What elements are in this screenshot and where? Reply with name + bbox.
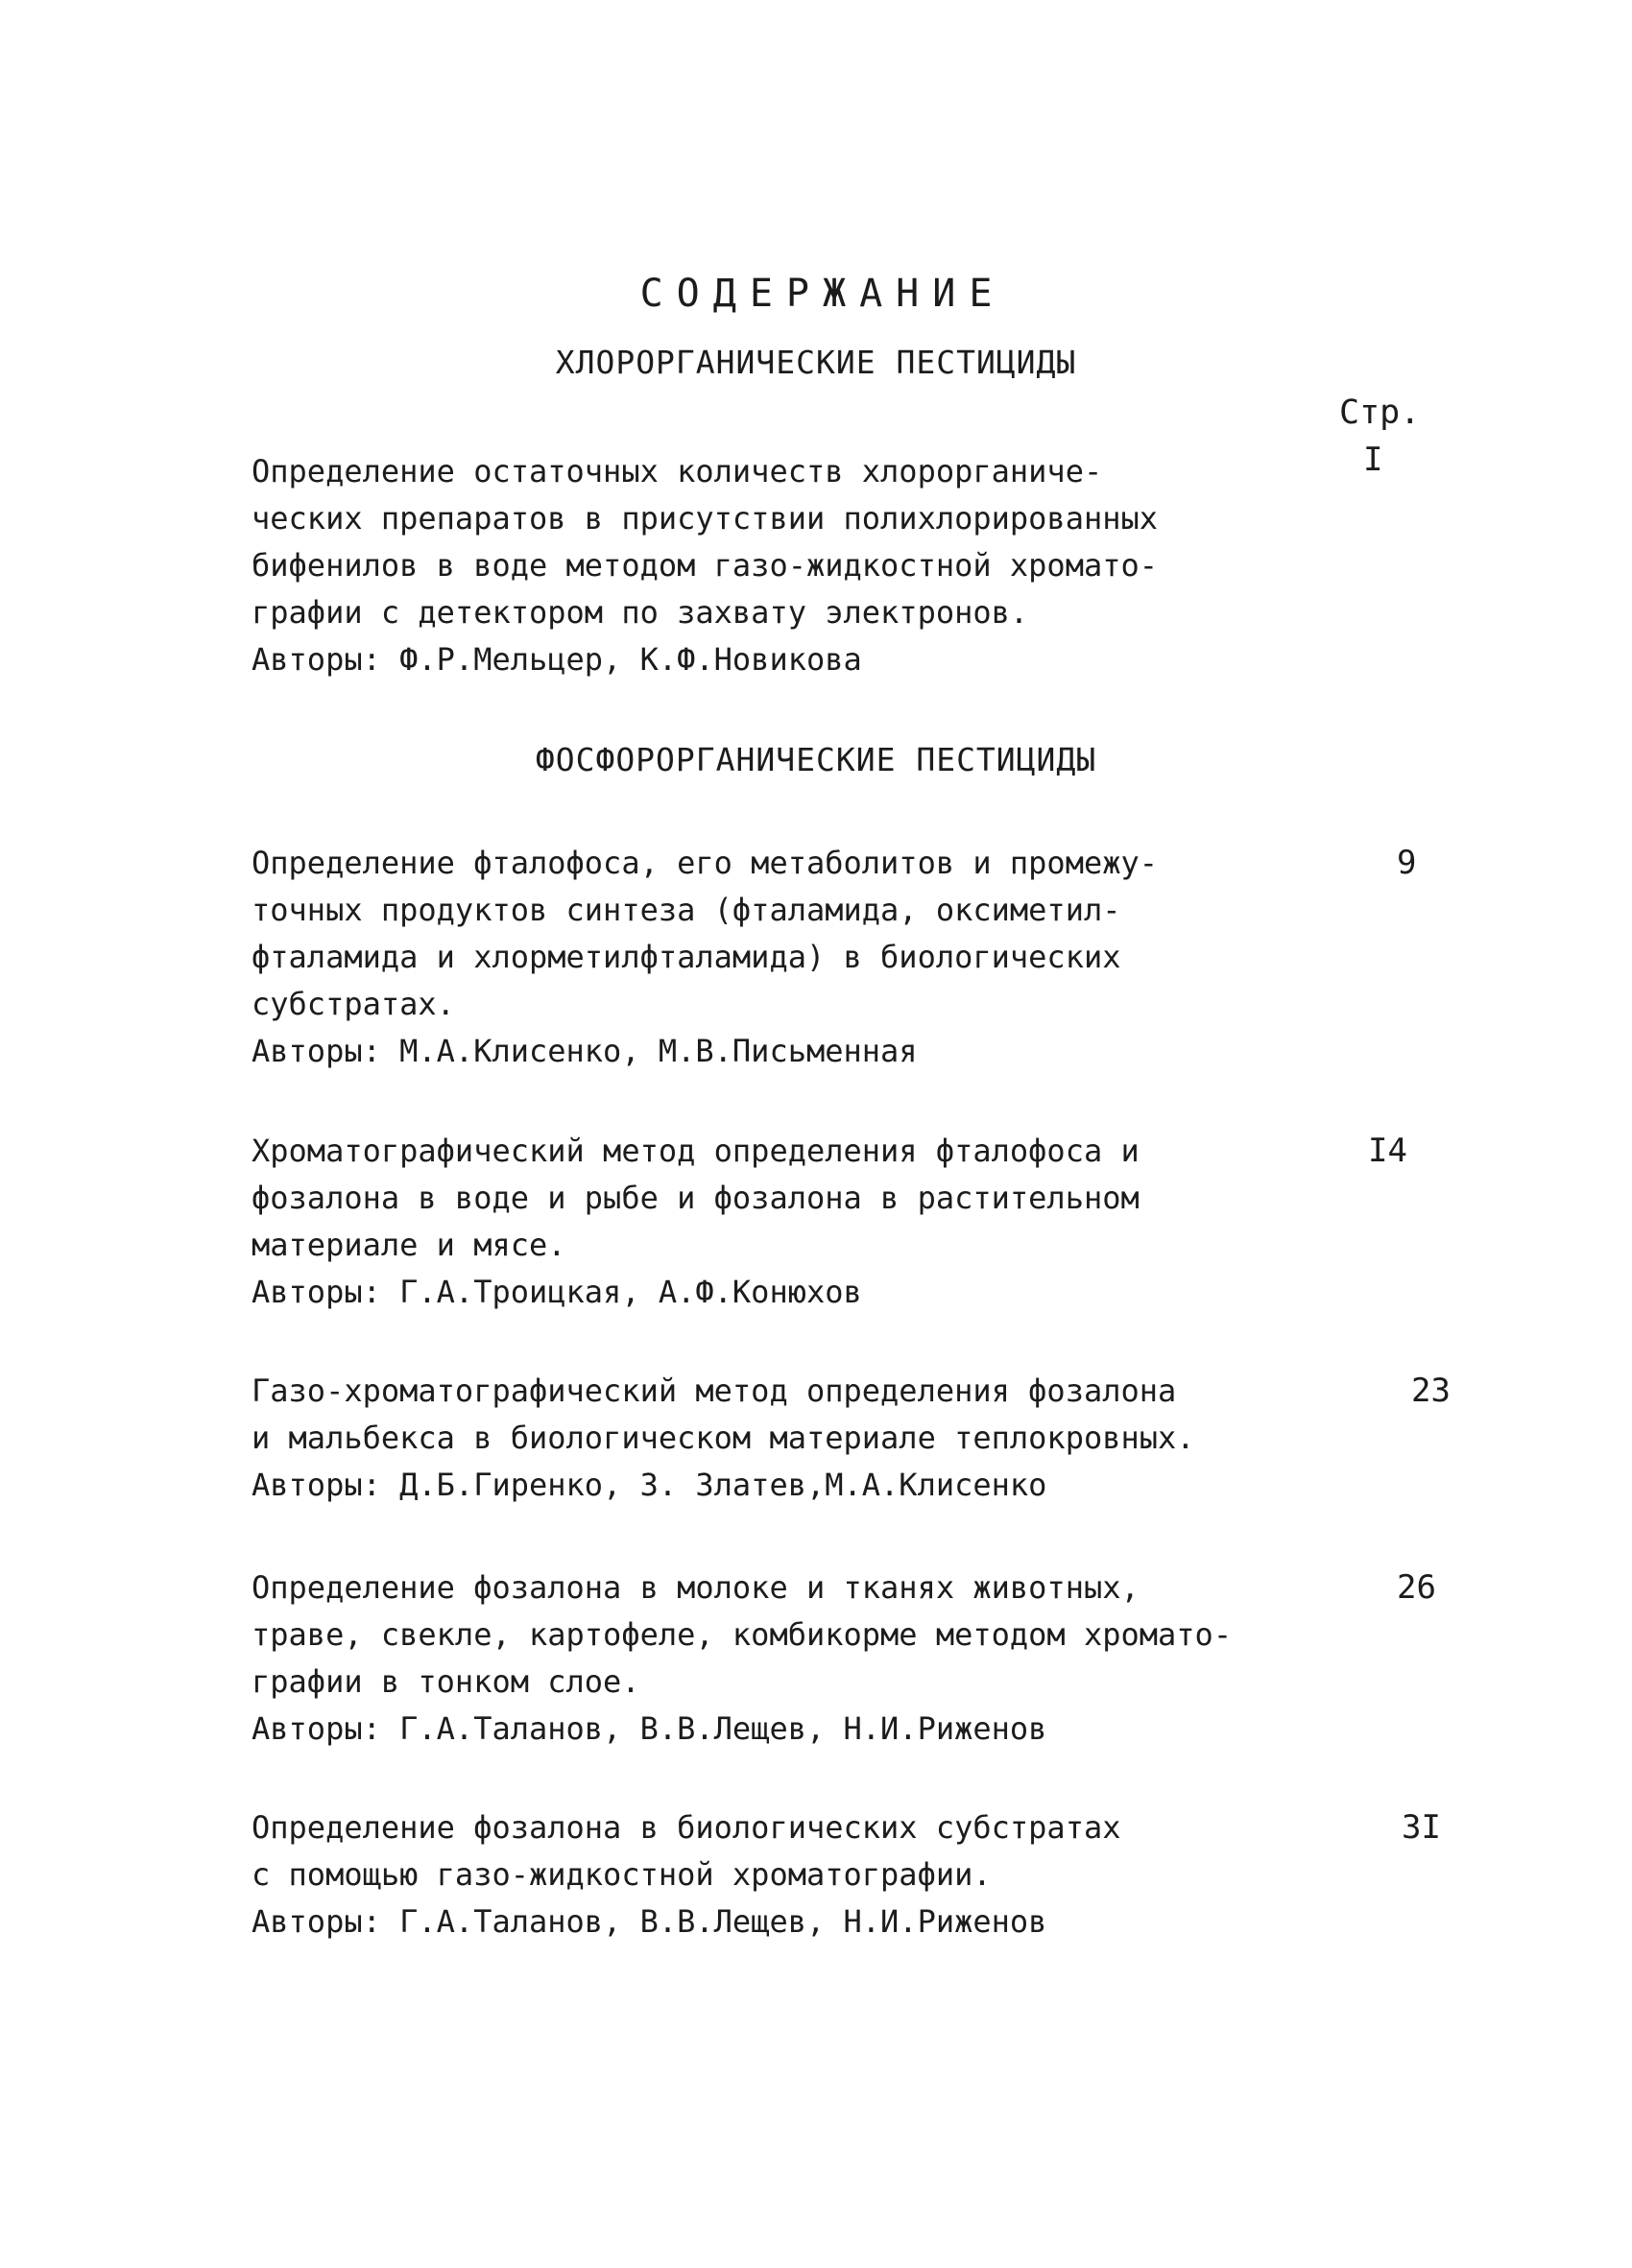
entry-page-number: 26 xyxy=(1397,1568,1436,1607)
entry-title-line: Газо-хроматографический метод определения фозалона xyxy=(252,1373,1177,1409)
entry-page-number: I xyxy=(1363,441,1383,479)
entry-title-line: траве, свекле, картофеле, комбикорме методом хромато- xyxy=(252,1616,1233,1653)
section-heading-organophosphorus: ФОСФОРОРГАНИЧЕСКИЕ ПЕСТИЦИДЫ xyxy=(535,741,1097,778)
toc-entry[interactable] xyxy=(252,1564,1279,1753)
entry-page-number: 9 xyxy=(1397,844,1417,882)
page-column-label: Стр. xyxy=(1339,394,1421,432)
toc-entry[interactable] xyxy=(252,1368,1279,1509)
entry-authors: Авторы: М.А.Клисенко, М.В.Письменная xyxy=(252,1033,918,1069)
page-title: СОДЕРЖАНИЕ xyxy=(639,272,1006,316)
entry-title-line: Определение фозалона в молоке и тканях животных, xyxy=(252,1569,1140,1606)
toc-entry[interactable] xyxy=(252,448,1279,683)
entry-title-line: и мальбекса в биологическом материале теплокровных. xyxy=(252,1420,1195,1456)
entry-title-line: Определение фозалона в биологических субстратах xyxy=(252,1809,1121,1846)
entry-authors: Авторы: Д.Б.Гиренко, З. Златев,М.А.Клисенко xyxy=(252,1467,1047,1503)
entry-page-number: 3I xyxy=(1402,1808,1441,1847)
entry-title-line: Определение фталофоса, его метаболитов и промежу- xyxy=(252,845,1159,881)
entry-authors: Авторы: Г.А.Таланов, В.В.Лещев, Н.И.Риженов xyxy=(252,1903,1047,1940)
entry-title-line: точных продуктов синтеза (фталамида, оксиметил- xyxy=(252,892,1121,928)
entry-title-line: Хроматографический метод определения фталофоса и xyxy=(252,1133,1140,1169)
entry-title-line: графии в тонком слое. xyxy=(252,1663,640,1700)
section-heading-organochlorine: ХЛОРОРГАНИЧЕСКИЕ ПЕСТИЦИДЫ xyxy=(555,344,1077,381)
entry-page-number: 23 xyxy=(1411,1372,1451,1410)
entry-title-line: с помощью газо-жидкостной хроматографии. xyxy=(252,1856,992,1893)
entry-title-line: субстратах. xyxy=(252,986,455,1022)
entry-authors: Авторы: Ф.Р.Мельцер, К.Ф.Новикова xyxy=(252,641,862,678)
entry-title-line: графии с детектором по захвату электронов. xyxy=(252,594,1029,631)
entry-authors: Авторы: Г.А.Таланов, В.В.Лещев, Н.И.Риженов xyxy=(252,1710,1047,1747)
toc-entry[interactable] xyxy=(252,840,1279,1075)
entry-title-line: ческих препаратов в присутствии полихлорированных xyxy=(252,500,1159,537)
entry-authors: Авторы: Г.А.Троицкая, А.Ф.Конюхов xyxy=(252,1274,862,1310)
toc-entry[interactable] xyxy=(252,1804,1279,1946)
entry-title-line: бифенилов в воде методом газо-жидкостной хромато- xyxy=(252,547,1159,584)
toc-entry[interactable] xyxy=(252,1128,1279,1316)
entry-title-line: фозалона в воде и рыбе и фозалона в растительном xyxy=(252,1180,1140,1216)
entry-page-number: I4 xyxy=(1368,1132,1407,1170)
entry-title-line: Определение остаточных количеств хлорорганиче- xyxy=(252,453,1103,489)
entry-title-line: фталамида и хлорметилфталамида) в биологических xyxy=(252,939,1121,975)
entry-title-line: материале и мясе. xyxy=(252,1227,566,1263)
